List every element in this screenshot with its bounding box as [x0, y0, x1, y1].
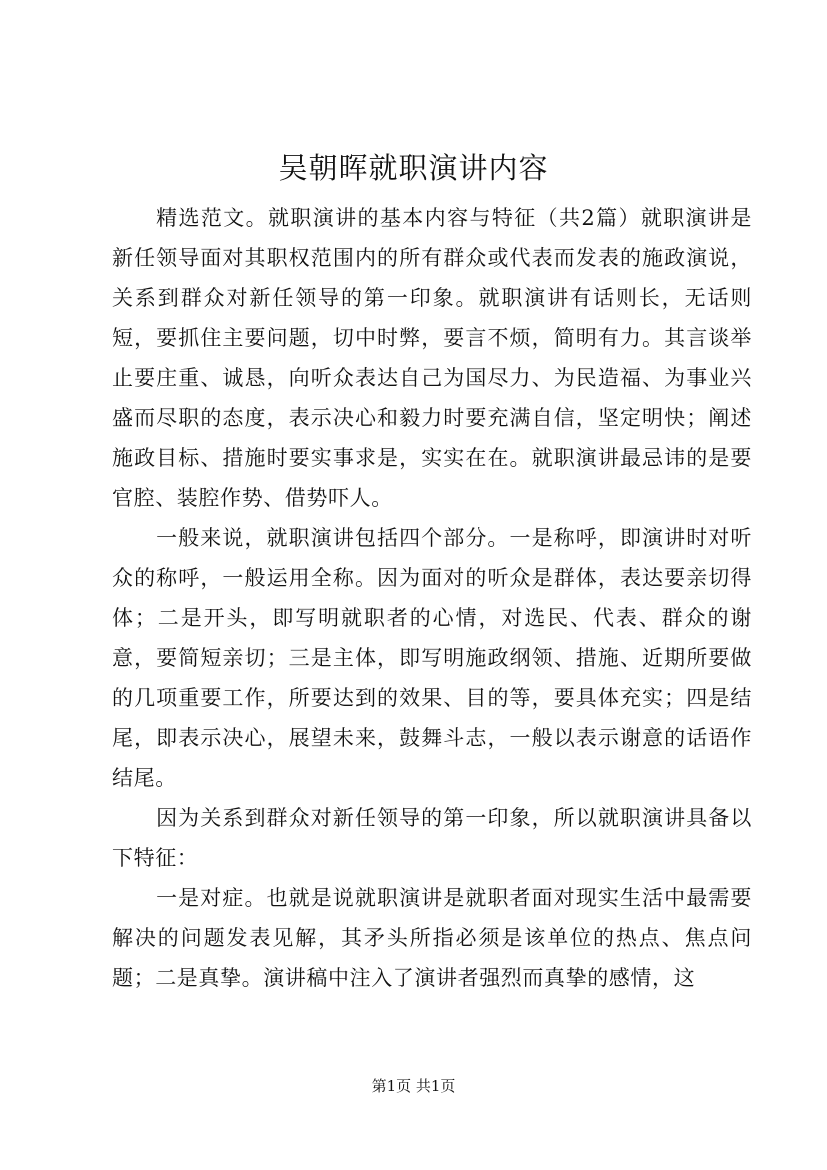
document-title: 吴朝晖就职演讲内容: [278, 151, 549, 185]
page-footer: 第1页 共1页: [371, 1077, 456, 1095]
paragraph-1: 精选范文。就职演讲的基本内容与特征（共2篇）就职演讲是新任领导面对其职权范围内的所有群众或代表而发表的施政演说，关系到群众对新任领导的第一印象。就职演讲有话则长，无话则短，要抓住主要问题，切中时弊，要言不烦，简明有力。其言谈举止要庄重、诚恳，向听众表达自己为国尽力、为民造福、为事业兴盛而尽职的态度，表示决心和毅力时要充满自信，坚定明快；阐述施政目标、措施时要实事求是，实实在在。就职演讲最忌讳的是要官腔、装腔作势、借势吓人。: [112, 206, 752, 510]
paragraph-4: 一是对症。也就是说就职演讲是就职者面对现实生活中最需要解决的问题发表见解，其矛头所指必须是该单位的热点、焦点问题；二是真挚。演讲稿中注入了演讲者强烈而真挚的感情，这: [112, 886, 752, 990]
paragraph-2: 一般来说，就职演讲包括四个部分。一是称呼，即演讲时对听众的称呼，一般运用全称。因为面对的听众是群体，表达要亲切得体；二是开头，即写明就职者的心情，对选民、代表、群众的谢意，要简短亲切；三是主体，即写明施政纲领、措施、近期所要做的几项重要工作，所要达到的效果、目的等，要具体充实；四是结尾，即表示决心，展望未来，鼓舞斗志，一般以表示谢意的话语作结尾。: [112, 526, 752, 790]
document-body: [112, 198, 752, 998]
paragraph-3: 因为关系到群众对新任领导的第一印象，所以就职演讲具备以下特征：: [112, 806, 752, 870]
